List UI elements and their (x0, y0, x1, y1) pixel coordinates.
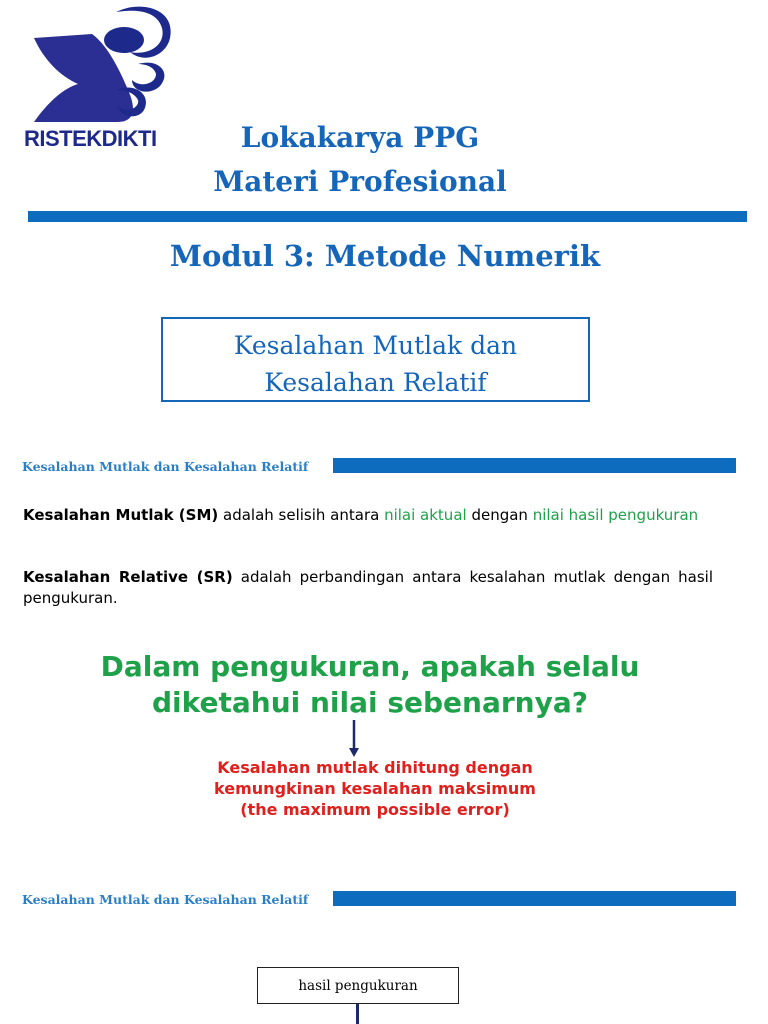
def2-term: Kesalahan Relative (SR) (23, 568, 233, 586)
section-2-bar (333, 891, 736, 906)
question-line-1: Dalam pengukuran, apakah selalu (100, 650, 640, 683)
max-error-note (160, 757, 590, 820)
note-line-2: kemungkinan kesalahan maksimum (214, 779, 536, 798)
arrow-down-icon (344, 720, 364, 758)
definition-absolute-error (23, 505, 753, 525)
def1-actual-value: nilai aktual (384, 506, 467, 524)
header-divider (28, 211, 747, 222)
module-title: Modul 3: Metode Numerik (169, 239, 601, 273)
def1-term: Kesalahan Mutlak (SM) (23, 506, 219, 524)
def1-measured-value: nilai hasil pengukuran (532, 506, 699, 524)
ristekdikti-logo (20, 4, 180, 154)
def1-text-1: adalah selisih antara (218, 506, 385, 524)
flow-connector (356, 1004, 359, 1024)
topic-line-1: Kesalahan Mutlak dan (233, 331, 518, 360)
section-1-label: Kesalahan Mutlak dan Kesalahan Relatif (22, 459, 309, 474)
header-subtitle: Materi Profesional (213, 165, 507, 198)
note-line-3: (the maximum possible error) (240, 800, 510, 819)
def1-text-2: dengan (466, 506, 533, 524)
header-title: Lokakarya PPG (240, 121, 480, 154)
question-line-2: diketahui nilai sebenarnya? (151, 686, 588, 719)
definition-relative-error (23, 567, 713, 609)
topic-box (161, 317, 590, 402)
measurement-result-box: hasil pengukuran (257, 967, 459, 1004)
topic-line-2: Kesalahan Relatif (264, 368, 487, 397)
logo-text: RISTEKDIKTI (24, 126, 157, 151)
def2-text: adalah perbandingan antara kesalahan mutlak dengan hasil pengukuran. (23, 568, 713, 607)
logo-emblem-icon (20, 4, 180, 129)
note-line-1: Kesalahan mutlak dihitung dengan (217, 758, 533, 777)
section-1-bar (333, 458, 736, 473)
section-2-label: Kesalahan Mutlak dan Kesalahan Relatif (22, 892, 309, 907)
question-text (90, 649, 650, 721)
